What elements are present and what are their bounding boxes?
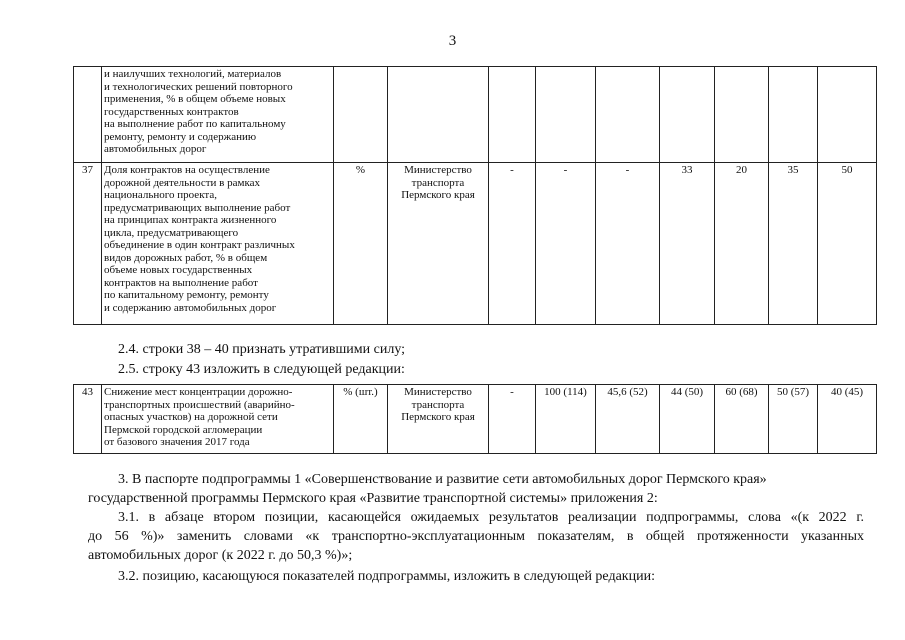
paragraph-3-1-line-2: до 56 %)» заменить словами «к транспортно-эксплуатационным показателям, в общей протяженности указанных [88, 529, 864, 544]
cell-text-line: по капитальному ремонту, ремонту [104, 289, 269, 301]
indicator-description [102, 163, 334, 325]
value-cell: 50 [818, 163, 877, 325]
value-cell [596, 67, 660, 163]
indicator-description [102, 385, 334, 454]
cell-text-line: ремонту, ремонту и содержанию [104, 130, 257, 143]
value-cell: - [536, 163, 596, 325]
row-number [74, 67, 102, 163]
cell-text-line: Пермского края [401, 411, 475, 423]
unit-cell [334, 67, 388, 163]
cell-text-line: Пермского края [401, 189, 475, 201]
unit-cell: % [334, 163, 388, 325]
value-cell: 50 (57) [769, 385, 818, 454]
value-cell [489, 67, 536, 163]
value-cell [536, 67, 596, 163]
paragraph-3-line-1: 3. В паспорте подпрограммы 1 «Совершенствование и развитие сети автомобильных дорог Пермского края» [118, 472, 767, 487]
cell-text-line: контрактов на выполнение работ [104, 276, 258, 289]
cell-text-line: дорожной деятельности в рамках [104, 176, 261, 189]
cell-text-line: транспортных происшествий (аварийно- [104, 398, 295, 411]
cell-text-line: Министерство [404, 386, 472, 398]
executor-cell [388, 163, 489, 325]
cell-text-line: объеме новых государственных [104, 264, 253, 276]
paragraph-3-2: 3.2. позицию, касающуюся показателей подпрограммы, изложить в следующей редакции: [118, 569, 655, 584]
cell-text-line: транспорта [411, 176, 465, 189]
value-cell [818, 67, 877, 163]
cell-text-line: Министерство [404, 164, 472, 176]
cell-text-line: цикла, предусматривающего [104, 226, 239, 239]
paragraph-3-line-2: государственной программы Пермского края «Развитие транспортной системы» приложения 2: [88, 491, 658, 506]
value-cell: 33 [660, 163, 715, 325]
indicators-table-row-43 [73, 384, 877, 454]
value-cell [660, 67, 715, 163]
value-cell: 20 [715, 163, 769, 325]
paragraph-3-1-line-1: 3.1. в абзаце втором позиции, касающейся ожидаемых результатов реализации подпрограммы, слова «(к 2022 г. [118, 510, 864, 525]
executor-cell [388, 385, 489, 454]
cell-text-line: от базового значения 2017 года [104, 436, 250, 448]
value-cell: 100 (114) [536, 385, 596, 454]
cell-text-line: транспорта [411, 398, 465, 411]
cell-text-line: Снижение мест концентрации дорожно- [104, 386, 293, 398]
cell-text-line: на выполнение работ по капитальному [104, 118, 286, 130]
cell-text-line: и технологических решений повторного [104, 80, 293, 93]
unit-cell: % (шт.) [334, 385, 388, 454]
page-number: 3 [448, 33, 457, 49]
table-row [74, 163, 877, 325]
value-cell [769, 67, 818, 163]
cell-text-line: государственных контрактов [104, 105, 239, 118]
cell-text-line: Доля контрактов на осуществление [104, 164, 270, 176]
paragraph-2-4: 2.4. строки 38 – 40 признать утратившими силу; [118, 342, 406, 357]
cell-text-line: и наилучших технологий, материалов [104, 68, 282, 80]
cell-text-line: автомобильных дорог [104, 143, 207, 155]
cell-text-line: видов дорожных работ, % в общем [104, 251, 268, 264]
paragraph-2-5: 2.5. строку 43 изложить в следующей редакции: [118, 362, 405, 377]
value-cell: 60 (68) [715, 385, 769, 454]
value-cell: - [489, 163, 536, 325]
indicators-table-top [73, 66, 877, 325]
value-cell: 40 (45) [818, 385, 877, 454]
value-cell: 44 (50) [660, 385, 715, 454]
cell-text-line: опасных участков) на дорожной сети [104, 411, 278, 423]
paragraph-3-1-line-3: автомобильных дорог (к 2022 г. до 50,3 %)»; [88, 548, 353, 563]
executor-cell [388, 67, 489, 163]
value-cell: - [596, 163, 660, 325]
cell-text-line: и содержанию автомобильных дорог [104, 301, 277, 314]
cell-text-line: применения, % в общем объеме новых [104, 93, 286, 105]
value-cell: 45,6 (52) [596, 385, 660, 454]
value-cell: 35 [769, 163, 818, 325]
value-cell: - [489, 385, 536, 454]
cell-text-line: предусматривающих выполнение работ [104, 201, 291, 214]
cell-text-line: на принципах контракта жизненного [104, 214, 277, 226]
cell-text-line: объединение в один контракт различных [104, 239, 295, 251]
row-number: 43 [74, 385, 102, 454]
table-row [74, 67, 877, 163]
table-row [74, 385, 877, 454]
value-cell [715, 67, 769, 163]
row-number: 37 [74, 163, 102, 325]
cell-text-line: Пермской городской агломерации [104, 423, 263, 436]
indicator-description [102, 67, 334, 163]
cell-text-line: национального проекта, [104, 189, 217, 201]
